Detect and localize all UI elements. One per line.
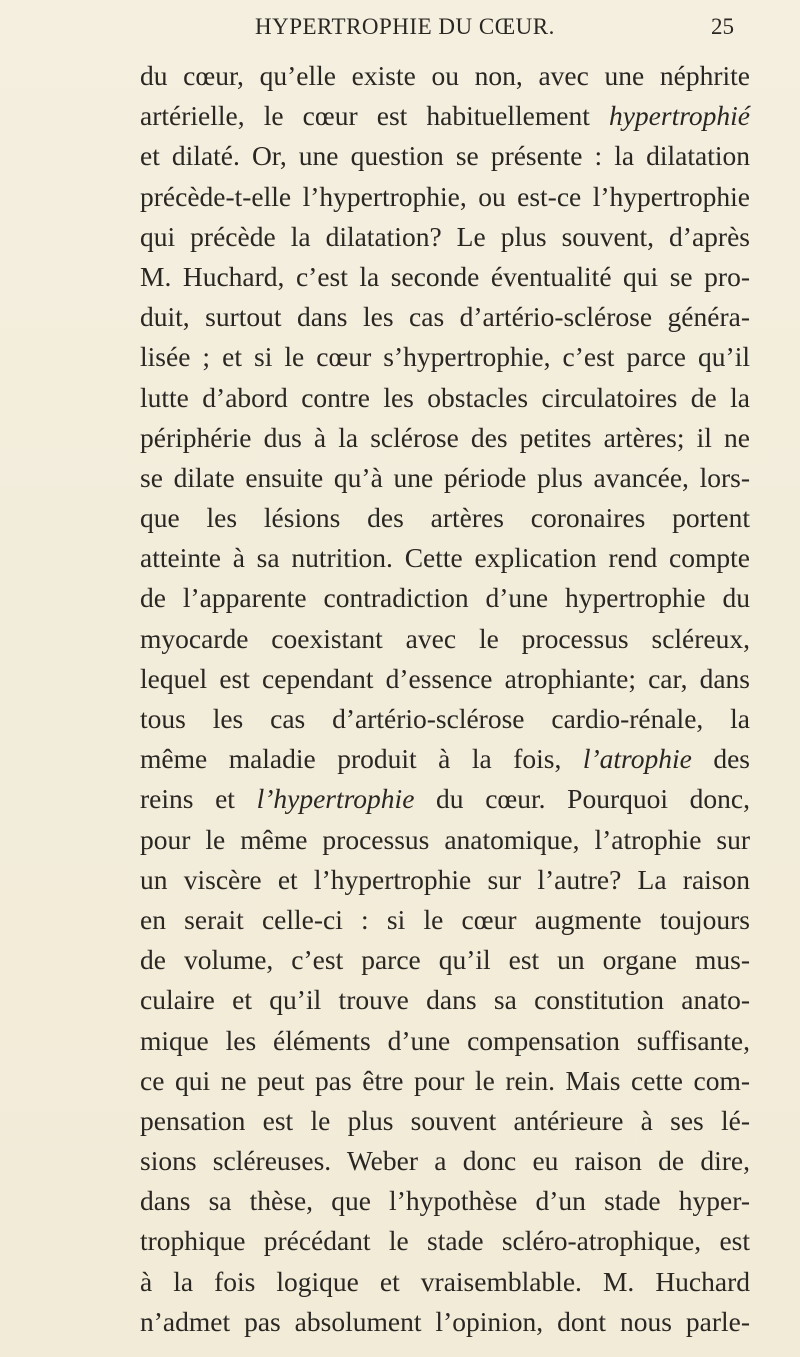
italic-term: hypertrophié: [608, 100, 750, 132]
text-line: trophique précédant le stade scléro-atrophique, est: [140, 1225, 750, 1257]
text-line: mique les éléments d’une compensation suffisante,: [140, 1024, 750, 1056]
text-line: [140, 96, 750, 136]
text-line: dans sa thèse, que l’hypothèse d’un stade hyper-: [140, 1185, 750, 1217]
text-line: tous les cas d’artério-sclérose cardio-rénale, la: [140, 703, 750, 734]
text-line: en serait celle-ci : si le cœur augmente toujours: [140, 903, 750, 935]
running-head-title: HYPERTROPHIE DU CŒUR.: [255, 14, 555, 39]
text-span: reins et: [140, 783, 257, 815]
text-line: de volume, c’est parce qu’il est un organe mus-: [140, 944, 750, 976]
text-line: lisée ; et si le cœur s’hypertrophie, c’est parce qu’il: [140, 341, 750, 373]
text-line: et dilaté. Or, une question se présente : la dilatation: [140, 140, 750, 172]
text-line: myocarde coexistant avec le processus scléreux,: [140, 622, 750, 654]
running-head: [0, 8, 800, 48]
page-number: 25: [711, 14, 734, 39]
text-line: qui précède la dilatation? Le plus souvent, d’après: [140, 220, 750, 252]
italic-term: l’hypertrophie: [256, 783, 415, 815]
text-line: sions scléreuses. Weber a donc eu raison de dire,: [140, 1145, 750, 1177]
text-line: lequel est cependant d’essence atrophiante; car, dans: [140, 662, 750, 694]
italic-term: l’atrophie: [582, 743, 692, 775]
text-line: de l’apparente contradiction d’une hypertrophie du: [140, 582, 750, 614]
text-line: que les lésions des artères coronaires portent: [140, 502, 750, 534]
text-line: atteinte à sa nutrition. Cette explication rend compte: [140, 542, 750, 574]
text-line: duit, surtout dans les cas d’artério-sclérose généra-: [140, 301, 750, 333]
text-line: ce qui ne peut pas être pour le rein. Mais cette com-: [140, 1064, 750, 1096]
text-span: du cœur. Pourquoi donc,: [414, 783, 750, 815]
body-text: [140, 56, 750, 1342]
text-span: artérielle, le cœur est habituellement: [140, 100, 609, 132]
text-line: M. Huchard, c’est la seconde éventualité qui se pro-: [140, 260, 750, 292]
text-span: même maladie produit à la fois,: [140, 743, 583, 775]
text-span: des: [691, 743, 750, 775]
text-line: lutte d’abord contre les obstacles circulatoires de la: [140, 381, 750, 413]
text-line: périphérie dus à la sclérose des petites artères; il ne: [140, 421, 750, 453]
text-line: un viscère et l’hypertrophie sur l’autre? La raison: [140, 863, 750, 895]
text-line: n’admet pas absolument l’opinion, dont nous parle-: [140, 1305, 750, 1337]
text-line: du cœur, qu’elle existe ou non, avec une néphrite: [140, 60, 750, 91]
text-line: [140, 779, 750, 819]
text-line: précède-t-elle l’hypertrophie, ou est-ce l’hypertrophie: [140, 180, 750, 212]
text-line: pour le même processus anatomique, l’atrophie sur: [140, 823, 750, 855]
text-line: culaire et qu’il trouve dans sa constitution anato-: [140, 984, 750, 1016]
text-line: pensation est le plus souvent antérieure à ses lé-: [140, 1104, 750, 1136]
text-line: à la fois logique et vraisemblable. M. Huchard: [140, 1265, 750, 1297]
text-line: se dilate ensuite qu’à une période plus avancée, lors-: [140, 461, 750, 493]
text-line: [140, 739, 750, 779]
